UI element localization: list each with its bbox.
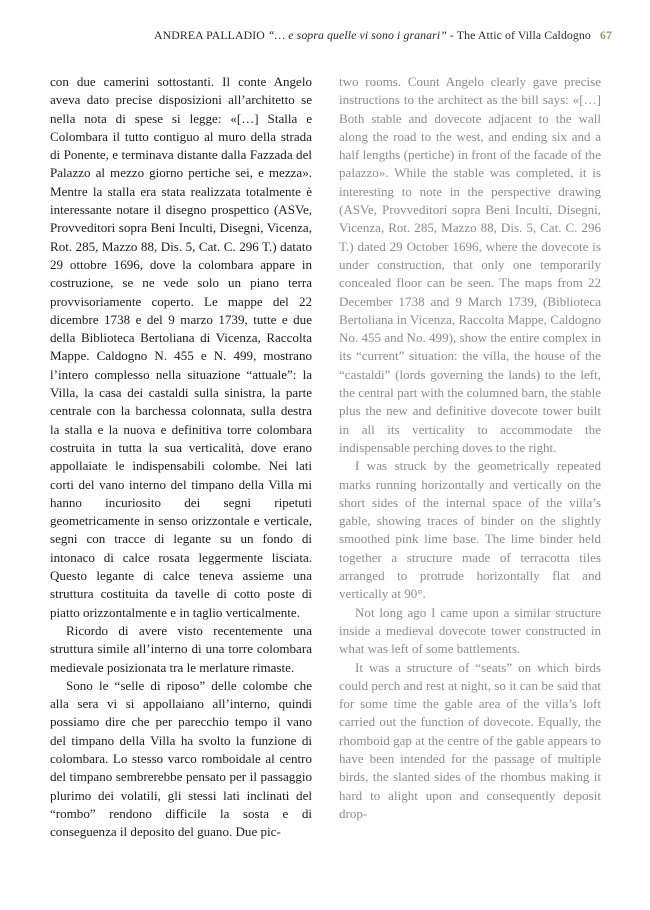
italian-paragraph-1: con due camerini sottostanti. Il conte Angelo aveva dato precise disposizioni all’architetto se nella nota di spese si legge: «[…] Stalla e Colombara il tutto contiguo al muro della strada di Ponente, e terminava distante dalla Fazzada del Palazzo al mezzo giorno pertiche sei, e mezza». Mentre la stalla era stata realizzata totalmente è interessante notare il disegno prospettico (ASVe, Provveditori sopra Beni Inculti, Disegni, Vicenza, Rot. 285, Mazzo 88, Dis. 5, Cat. C. 296 T.) datato 29 ottobre 1696, dove la colombara appare in costruzione, se ne vede solo un piano terra provvisoriamente coperto. Le mappe del 22 dicembre 1738 e del 9 marzo 1739, tutte e due della Biblioteca Bertoliana di Vicenza, Raccolta Mappe. Caldogno N. 455 e N. 499, mostrano l’intero complesso nella situazione “attuale”: la Villa, la casa dei castaldi sulla sinistra, la parte centrale con la barchessa colonnata, sulla destra la stalla e la nuova e definitiva torre colombara costruita in tutta la sua verticalità, dove erano appollaiate le indispensabili colombe. Nei lati corti del vano interno del timpano della Villa mi hanno incuriosito dei segni ripetuti geometricamente in senso orizzontale e verticale, segni con tracce di legante su un fondo di intonaco di calce rosata leggermente lisciata. Questo legante di calce teneva assieme una struttura costituita da tavelle di cotto poste di piatto orizzontalmente e in taglio verticalmente.	[50, 74, 312, 620]
header-subtitle: - The Attic of Villa Caldogno	[446, 28, 591, 42]
english-paragraph-2: I was struck by the geometrically repeated marks running horizontally and vertically on the short sides of the internal space of the villa’s gable, showing traces of binder on the slightly smoothed pink lime base. The lime binder held together a structure made of terracotta tiles arranged to protrude horizontally flat and vertically at 90°.	[339, 458, 601, 602]
running-header	[50, 28, 612, 43]
page-number: 67	[600, 28, 612, 42]
english-paragraph-3: Not long ago I came upon a similar structure inside a medieval dovecote tower constructed in what was left of some battlements.	[339, 604, 601, 657]
english-column	[339, 73, 601, 823]
italian-paragraph-3: Sono le “selle di riposo” delle colombe che alla sera vi si appollaiano all’interno, quindi possiamo dire che per parecchio tempo il vano del timpano della Villa ha svolto la funzione di colombara. Lo stesso varco romboidale al centro del timpano sembrerebbe pensato per il passaggio plurimo dei volatili, gli stessi lati inclinati del “rombo” rendono difficile la sosta e di conseguenza il deposito del guano. Due pic-	[50, 677, 312, 840]
italian-paragraph-2: Ricordo di avere visto recentemente una struttura simile all’interno di una torre colombara medievale posizionata tra le merlature rimaste.	[50, 622, 312, 675]
italian-column	[50, 73, 312, 841]
english-paragraph-1: two rooms. Count Angelo clearly gave precise instructions to the architect as the bill says: «[…] Both stable and dovecote adjacent to the wall along the road to the west, and ending six and a half lengths (pertiche) in front of the facade of the palazzo». While the stable was completed, it is interesting to note in the perspective drawing (ASVe, Provveditori sopra Beni Inculti, Disegni, Vicenza, Rot. 285, Mazzo 88, Dis. 5, Cat. C. 296 T.) dated 29 October 1696, where the dovecote is under construction, that only one temporarily concealed floor can be seen. The maps from 22 December 1738 and 9 March 1739, (Biblioteca Bertoliana in Vicenza, Raccolta Mappe, Caldogno No. 455 and No. 499), show the entire complex in its “current” situation: the villa, the house of the “castaldi” (lords governing the lands) to the left, the central part with the columned barn, the stable plus the new and definitive dovecote tower built in all its verticality to accommodate the indispensable perching doves to the right.	[339, 74, 601, 455]
english-paragraph-4: It was a structure of “seats” on which birds could perch and rest at night, so it can be said that for some time the gable area of the villa’s loft carried out the function of dovecote. Equally, the rhomboid gap at the centre of the gable appears to have been intended for the passage of multiple birds, the slanted sides of the rhombus making it hard to alight upon and consequently deposit drop-	[339, 659, 601, 821]
header-author: ANDREA PALLADIO	[154, 28, 265, 42]
header-title: “… e sopra quelle vi sono i granari”	[267, 28, 447, 42]
